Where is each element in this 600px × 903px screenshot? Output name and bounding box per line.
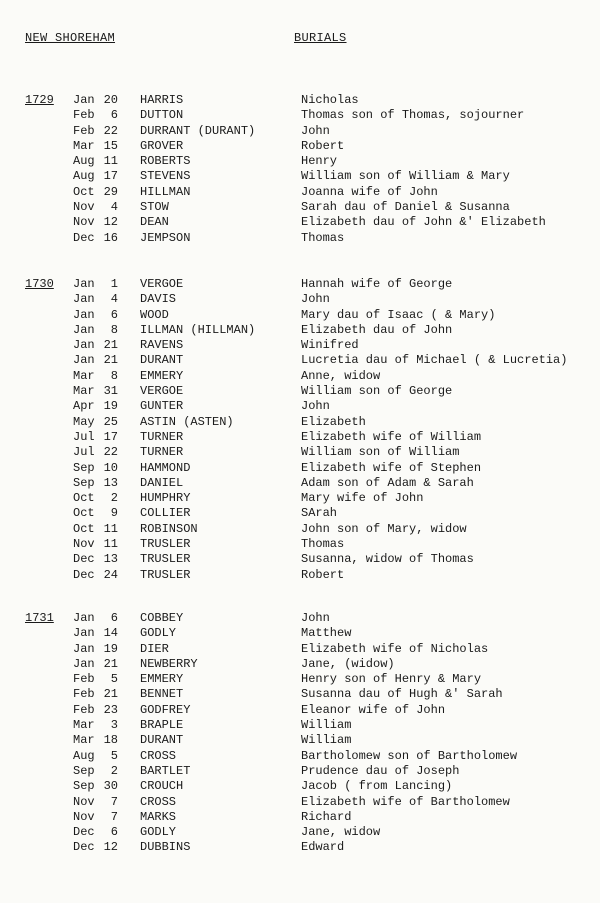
entry-surname: DAVIS <box>140 292 177 307</box>
entry-month: Nov <box>73 809 95 824</box>
entry-day: 4 <box>110 292 118 307</box>
entry-month: Oct <box>73 184 95 199</box>
entry-day: 2 <box>110 763 118 778</box>
burial-list <box>0 93 600 246</box>
burial-entry <box>0 384 600 399</box>
entry-description: Sarah dau of Daniel & Susanna <box>301 200 510 215</box>
entry-description: Eleanor wife of John <box>301 702 446 717</box>
entry-surname: ROBERTS <box>140 154 191 169</box>
entry-description: Hannah wife of George <box>301 277 453 291</box>
entry-month: Feb <box>73 108 95 123</box>
burial-entry <box>0 430 600 445</box>
entry-day: 13 <box>103 475 118 490</box>
entry-description: John <box>301 611 330 625</box>
entry-description: Joanna wife of John <box>301 184 438 199</box>
entry-day: 8 <box>110 322 118 337</box>
entry-description: Elizabeth dau of John <box>301 322 453 337</box>
entry-day: 8 <box>110 368 118 383</box>
entry-surname: GODLY <box>140 626 177 641</box>
burial-entry <box>0 795 600 810</box>
entry-day: 17 <box>103 429 118 444</box>
entry-day: 7 <box>110 809 118 824</box>
entry-surname: ASTIN (ASTEN) <box>140 414 234 429</box>
entry-day: 6 <box>110 307 118 322</box>
entry-surname: TRUSLER <box>140 537 191 552</box>
entry-day: 6 <box>110 611 118 625</box>
entry-day: 20 <box>103 93 118 107</box>
entry-surname: EMMERY <box>140 672 184 687</box>
entry-month: Mar <box>73 368 95 383</box>
entry-description: Lucretia dau of Michael ( & Lucretia) <box>301 353 568 368</box>
burial-entry <box>0 476 600 491</box>
year-label: 1729 <box>25 93 54 107</box>
burial-entry <box>0 323 600 338</box>
entry-month: Jan <box>73 307 95 322</box>
entry-day: 17 <box>103 169 118 184</box>
burial-entry <box>0 369 600 384</box>
entry-month: Aug <box>73 748 95 763</box>
entry-month: Sep <box>73 763 95 778</box>
entry-day: 15 <box>103 138 118 153</box>
entry-surname: DURANT <box>140 353 184 368</box>
entry-surname: COLLIER <box>140 506 191 521</box>
burial-entry <box>0 537 600 552</box>
burial-entry <box>0 308 600 323</box>
burial-entry <box>0 231 600 246</box>
entry-surname: CROSS <box>140 748 177 763</box>
entry-description: Thomas <box>301 230 345 245</box>
burial-entry <box>0 108 600 123</box>
entry-month: Oct <box>73 506 95 521</box>
burial-entry <box>0 733 600 748</box>
entry-description: Edward <box>301 840 345 855</box>
entry-surname: GODFREY <box>140 702 191 717</box>
entry-day: 31 <box>103 384 118 399</box>
entry-surname: CROUCH <box>140 779 184 794</box>
entry-description: Henry son of Henry & Mary <box>301 672 482 687</box>
entry-surname: BARTLET <box>140 763 191 778</box>
entry-month: Oct <box>73 491 95 506</box>
burial-entry <box>0 626 600 641</box>
entry-surname: DEAN <box>140 215 169 230</box>
entry-month: Jul <box>73 445 95 460</box>
entry-day: 6 <box>110 108 118 123</box>
entry-month: Feb <box>73 702 95 717</box>
entry-surname: STOW <box>140 200 169 215</box>
burial-entry <box>0 718 600 733</box>
burial-entry <box>0 703 600 718</box>
burial-entry <box>0 169 600 184</box>
burial-entry <box>0 185 600 200</box>
burial-entry <box>0 338 600 353</box>
entry-description: William <box>301 733 352 748</box>
entry-month: Nov <box>73 537 95 552</box>
entry-description: Jane, widow <box>301 825 381 840</box>
burial-list <box>0 611 600 856</box>
entry-day: 16 <box>103 230 118 245</box>
burial-entry <box>0 353 600 368</box>
entry-day: 3 <box>110 718 118 733</box>
burial-entry <box>0 568 600 583</box>
entry-description: William son of George <box>301 384 453 399</box>
page-header <box>0 31 600 47</box>
entry-surname: WOOD <box>140 307 169 322</box>
entry-month: Dec <box>73 552 95 567</box>
entry-description: Elizabeth <box>301 414 366 429</box>
entry-description: Anne, widow <box>301 368 381 383</box>
entry-month: Sep <box>73 779 95 794</box>
burial-entry <box>0 810 600 825</box>
burial-entry <box>0 415 600 430</box>
entry-month: Jan <box>73 656 95 671</box>
entry-description: William son of William & Mary <box>301 169 510 184</box>
entry-month: Sep <box>73 475 95 490</box>
burial-entry <box>0 491 600 506</box>
entry-month: Jan <box>73 626 95 641</box>
entry-month: Jan <box>73 611 95 625</box>
entry-surname: JEMPSON <box>140 230 191 245</box>
entry-day: 5 <box>110 748 118 763</box>
entry-month: Oct <box>73 521 95 536</box>
burial-entry <box>0 552 600 567</box>
entry-month: Jan <box>73 322 95 337</box>
burial-entry <box>0 399 600 414</box>
entry-day: 18 <box>103 733 118 748</box>
burial-entry <box>0 642 600 657</box>
entry-day: 13 <box>103 552 118 567</box>
burial-entry <box>0 779 600 794</box>
entry-description: Winifred <box>301 338 359 353</box>
burial-entry <box>0 200 600 215</box>
entry-description: John <box>301 123 330 138</box>
entry-surname: NEWBERRY <box>140 656 198 671</box>
entry-surname: GROVER <box>140 138 184 153</box>
entry-description: Elizabeth dau of John &' Elizabeth <box>301 215 546 230</box>
entry-day: 23 <box>103 702 118 717</box>
burial-entry <box>0 657 600 672</box>
entry-month: Aug <box>73 154 95 169</box>
entry-description: William <box>301 718 352 733</box>
entry-month: Jan <box>73 641 95 656</box>
entry-day: 22 <box>103 123 118 138</box>
entry-surname: RAVENS <box>140 338 184 353</box>
entry-description: Jacob ( from Lancing) <box>301 779 453 794</box>
entry-description: Susanna dau of Hugh &' Sarah <box>301 687 503 702</box>
entry-description: Thomas <box>301 537 345 552</box>
entry-surname: TURNER <box>140 445 184 460</box>
entry-day: 2 <box>110 491 118 506</box>
burial-entry <box>0 825 600 840</box>
entry-month: Feb <box>73 687 95 702</box>
entry-description: Robert <box>301 567 345 582</box>
entry-description: SArah <box>301 506 338 521</box>
entry-day: 24 <box>103 567 118 582</box>
entry-surname: VERGOE <box>140 384 184 399</box>
entry-surname: DANIEL <box>140 475 184 490</box>
entry-surname: HILLMAN <box>140 184 191 199</box>
entry-description: Elizabeth wife of Bartholomew <box>301 794 510 809</box>
entry-description: John <box>301 399 330 414</box>
entry-description: Robert <box>301 138 345 153</box>
entry-surname: MARKS <box>140 809 177 824</box>
entry-day: 4 <box>110 200 118 215</box>
entry-day: 25 <box>103 414 118 429</box>
register-title: BURIALS <box>294 31 347 45</box>
entry-surname: DUTTON <box>140 108 184 123</box>
entry-month: Jan <box>73 277 95 291</box>
entry-month: Jan <box>73 353 95 368</box>
entry-description: Susanna, widow of Thomas <box>301 552 474 567</box>
burial-entry <box>0 277 600 292</box>
burial-list <box>0 277 600 583</box>
entry-day: 19 <box>103 641 118 656</box>
entry-month: Jan <box>73 292 95 307</box>
entry-surname: DURRANT (DURANT) <box>140 123 256 138</box>
entry-description: Thomas son of Thomas, sojourner <box>301 108 525 123</box>
burial-entry <box>0 292 600 307</box>
burial-entry <box>0 93 600 108</box>
entry-day: 30 <box>103 779 118 794</box>
entry-day: 10 <box>103 460 118 475</box>
entry-surname: HARRIS <box>140 93 184 107</box>
entry-month: Apr <box>73 399 95 414</box>
burial-entry <box>0 139 600 154</box>
entry-surname: BRAPLE <box>140 718 184 733</box>
entry-month: Jan <box>73 338 95 353</box>
year-label: 1731 <box>25 611 54 625</box>
entry-day: 12 <box>103 840 118 855</box>
entry-month: Nov <box>73 215 95 230</box>
entry-description: Jane, (widow) <box>301 656 395 671</box>
entry-month: Mar <box>73 138 95 153</box>
entry-day: 11 <box>103 537 118 552</box>
burial-entry <box>0 687 600 702</box>
parish-title: NEW SHOREHAM <box>25 31 116 45</box>
entry-surname: ROBINSON <box>140 521 198 536</box>
entry-day: 9 <box>110 506 118 521</box>
entry-day: 7 <box>110 794 118 809</box>
entry-month: Mar <box>73 718 95 733</box>
entry-day: 29 <box>103 184 118 199</box>
entry-surname: BENNET <box>140 687 184 702</box>
burial-entry <box>0 124 600 139</box>
entry-day: 1 <box>110 277 118 291</box>
entry-surname: TURNER <box>140 429 184 444</box>
burial-entry <box>0 445 600 460</box>
entry-day: 5 <box>110 672 118 687</box>
burial-entry <box>0 522 600 537</box>
entry-description: William son of William <box>301 445 460 460</box>
burial-entry <box>0 672 600 687</box>
entry-surname: HAMMOND <box>140 460 191 475</box>
entry-day: 21 <box>103 656 118 671</box>
entry-surname: EMMERY <box>140 368 184 383</box>
entry-surname: TRUSLER <box>140 567 191 582</box>
entry-description: Mary dau of Isaac ( & Mary) <box>301 307 496 322</box>
entry-surname: DIER <box>140 641 169 656</box>
entry-surname: GODLY <box>140 825 177 840</box>
entry-month: Feb <box>73 123 95 138</box>
entry-surname: VERGOE <box>140 277 184 291</box>
entry-surname: HUMPHRY <box>140 491 191 506</box>
entry-day: 19 <box>103 399 118 414</box>
burial-entry <box>0 461 600 476</box>
entry-surname: TRUSLER <box>140 552 191 567</box>
entry-month: Dec <box>73 567 95 582</box>
entry-day: 21 <box>103 338 118 353</box>
entry-surname: STEVENS <box>140 169 191 184</box>
entry-description: Prudence dau of Joseph <box>301 763 460 778</box>
entry-month: Dec <box>73 840 95 855</box>
entry-day: 6 <box>110 825 118 840</box>
entry-day: 21 <box>103 687 118 702</box>
entry-description: Elizabeth wife of William <box>301 429 482 444</box>
entry-description: Mary wife of John <box>301 491 424 506</box>
entry-month: Aug <box>73 169 95 184</box>
burial-entry <box>0 749 600 764</box>
year-label: 1730 <box>25 277 54 291</box>
entry-day: 11 <box>103 154 118 169</box>
entry-surname: GUNTER <box>140 399 184 414</box>
entry-day: 22 <box>103 445 118 460</box>
entry-description: John <box>301 292 330 307</box>
entry-description: Adam son of Adam & Sarah <box>301 475 474 490</box>
entry-description: Henry <box>301 154 338 169</box>
entry-description: Richard <box>301 809 352 824</box>
entry-surname: COBBEY <box>140 611 184 625</box>
entry-description: Elizabeth wife of Nicholas <box>301 641 489 656</box>
entry-surname: ILLMAN (HILLMAN) <box>140 322 256 337</box>
entry-day: 21 <box>103 353 118 368</box>
entry-surname: DURANT <box>140 733 184 748</box>
entry-surname: CROSS <box>140 794 177 809</box>
burial-entry <box>0 611 600 626</box>
entry-description: John son of Mary, widow <box>301 521 467 536</box>
entry-surname: DUBBINS <box>140 840 191 855</box>
entry-description: Bartholomew son of Bartholomew <box>301 748 518 763</box>
entry-month: Jul <box>73 429 95 444</box>
entry-month: Dec <box>73 230 95 245</box>
burial-entry <box>0 764 600 779</box>
entry-month: Jan <box>73 93 95 107</box>
entry-month: Dec <box>73 825 95 840</box>
entry-month: Sep <box>73 460 95 475</box>
entry-month: Nov <box>73 794 95 809</box>
entry-day: 14 <box>103 626 118 641</box>
entry-month: Mar <box>73 733 95 748</box>
entry-month: Feb <box>73 672 95 687</box>
entry-description: Nicholas <box>301 93 359 107</box>
burial-entry <box>0 215 600 230</box>
burial-entry <box>0 154 600 169</box>
entry-day: 12 <box>103 215 118 230</box>
entry-description: Elizabeth wife of Stephen <box>301 460 482 475</box>
entry-description: Matthew <box>301 626 352 641</box>
entry-month: Mar <box>73 384 95 399</box>
entry-month: Nov <box>73 200 95 215</box>
burial-entry <box>0 506 600 521</box>
entry-month: May <box>73 414 95 429</box>
entry-day: 11 <box>103 521 118 536</box>
burial-entry <box>0 840 600 855</box>
